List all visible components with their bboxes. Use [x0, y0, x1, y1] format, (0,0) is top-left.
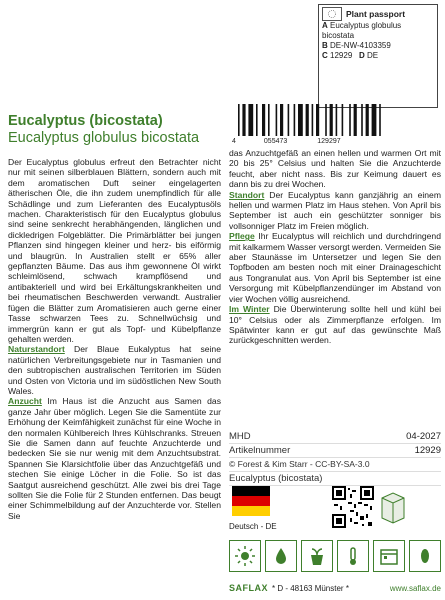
- barcode-digits-mid2: 129297: [317, 138, 341, 145]
- naturstandort-heading: Naturstandort: [8, 344, 65, 355]
- barcode-bar: [342, 104, 344, 136]
- page-subtitle-latin: Eucalyptus globulus bicostata: [8, 130, 200, 146]
- winter-heading: Im Winter: [229, 304, 270, 315]
- barcode-bar: [316, 104, 319, 136]
- barcode-bar: [268, 104, 270, 136]
- barcode-bar: [379, 104, 381, 136]
- care-icons-row: [229, 540, 441, 576]
- naturstandort-paragraph: Naturstandort Der Blaue Eukalyptus hat seine natürlichen Verbreitungsgebiete nur in Tasmanien und den subtropischen australischen Territorien im Süden und Osten von Victoria und im südöstlichen New South Wales.: [8, 344, 221, 396]
- barcode-bar: [354, 104, 357, 136]
- calendar-icon: [373, 540, 405, 572]
- mhd-row: MHD 04-2027: [229, 431, 441, 442]
- product-info: [229, 430, 441, 486]
- winter-paragraph: Im Winter Die Überwinterung sollte hell und kühl bei 10° Celsius oder als Zimmerpflanze erfolgen. Im Spätwinter kann er gut auf das gewünschte Maß zurückgeschnitten werden.: [229, 304, 442, 346]
- barcode-bar: [330, 104, 333, 136]
- barcode-bar: [372, 104, 377, 136]
- passport-heading: Plant passport: [346, 9, 406, 19]
- sun-icon: [229, 540, 261, 572]
- standort-heading: Standort: [229, 189, 265, 200]
- barcode-bar: [288, 104, 290, 136]
- eu-flag-icon: [322, 7, 342, 21]
- text-column-left: [8, 157, 221, 521]
- barcode-bar: [256, 104, 258, 136]
- barcode-bar: [325, 104, 327, 136]
- barcode-bar: [298, 104, 303, 136]
- pflege-paragraph: Pflege Ihr Eucalyptus will reichlich und durchdringend mit kalkarmem Wasser versorgt werden. Vermeiden Sie aber Staunässe im Untersetzer und legen Sie den Topfboden am besten noch mit einer Drainageschicht aus Tongranulat aus. Von April bis September ist eine Versorgung mit Kübelpflanzendünger im Abstand von vier Wochen völlig ausreichend.: [229, 231, 441, 304]
- intro-paragraph: Der Eucalyptus globulus erfreut den Betrachter nicht nur mit seinen silberblauen Blättern, sondern auch mit dem aromatischen Duft seiner eingelagerten ätherischen Öle, die ihn zudem unempfindlich für alle Schädlinge und zum Lieferanten des Eucalyptusöls machen. Charakteristisch für den Eucalyptus globulus sind seine senkrecht herabhängenden, länglichen und dickledrigen Folgeblätter. Die Primärblätter bei jungen Pflanzen sind hingegen kleiner und herz- bis eiförmig und blaugrün. In Australien stellt er 65% aller gepflanzten Bäume. Das aus ihm gewonnene Öl wirkt schleimlösend, schwach krampflösend und antibakteriell und wird bei Erkältungskrankheiten und bei rheumatischen Beschwerden verwandt. Australier fügen die Blätter zum Aromatisieren auch gerne einer Tasse schwarzen Tees zu. Schnellwüchsig und immergrün kann er gut als Topf- und Kübelpflanze gehalten werden.: [8, 157, 221, 344]
- footer-url[interactable]: www.saflax.de: [389, 583, 441, 593]
- anzucht-continued: das Anzuchtgefäß an einen hellen und warmen Ort mit 20 bis 25° Celsius und halten Sie die Anzuchterde feucht, aber nicht nass. Bis zur Keimung dauert es dann bis zu drei Wochen.: [229, 148, 441, 190]
- barcode-bar: [306, 104, 309, 136]
- watering-icon: [265, 540, 297, 572]
- pflege-heading: Pflege: [229, 231, 255, 242]
- passport-row-b: B DE-NW-4103359: [322, 41, 391, 50]
- qr-code-icon: [332, 486, 374, 528]
- plant-passport: [318, 4, 438, 108]
- barcode-bar: [238, 104, 240, 136]
- footer: [229, 583, 441, 593]
- product-name: Eucalyptus (bicostata): [229, 472, 441, 486]
- barcode: [232, 100, 444, 150]
- passport-row-cd: C 12929 D DE: [322, 51, 379, 60]
- barcode-digit-left: 4: [232, 138, 236, 145]
- anzucht-paragraph: Anzucht Im Haus ist die Anzucht aus Samen das ganze Jahr über möglich. Legen Sie die Samentüte zur Erhöhung der Keimfähigkeit zunächst für eine Woche in den normalen Kühlbereich Ihres Kühlschranks. Streuen Sie die Samen dann auf feuchte Anzuchterde und bedecken Sie sie nur wenig mit dem Anzuchtsubstrat. Spannen Sie Klarsichtfolie über das Anzuchtgefäß und stechen Sie einige Löcher in die Folie. So ist das Saatgut ausreichend geschützt. Alle zwei bis drei Tage sollten Sie die Folie für 2 Stunden entfernen. Das beugt einer Schimmelbildung auf der Anzuchterde vor. Stellen Sie: [8, 396, 221, 521]
- german-flag-icon: [232, 486, 270, 516]
- barcode-bar: [349, 104, 351, 136]
- footer-address: * D - 48163 Münster *: [272, 583, 349, 593]
- barcode-bar: [276, 104, 278, 136]
- language-label: Deutsch - DE: [229, 522, 277, 531]
- barcode-bar: [312, 104, 314, 136]
- barcode-bar: [280, 104, 283, 136]
- saflax-logo: SAFLAX: [229, 583, 268, 593]
- seed-packet-icon: [378, 490, 408, 524]
- passport-header: [322, 7, 434, 21]
- barcode-bar: [336, 104, 338, 136]
- photo-credit: © Forest & Kim Starr - CC-BY-SA-3.0: [229, 458, 441, 472]
- barcode-bar: [242, 104, 245, 136]
- thermometer-icon: [337, 540, 369, 572]
- barcode-bar: [366, 104, 369, 136]
- barcode-bar: [361, 104, 363, 136]
- seed-icon: [409, 540, 441, 572]
- page-title: Eucalyptus (bicostata): [8, 113, 163, 129]
- anzucht-heading: Anzucht: [8, 396, 42, 407]
- pot-icon: [301, 540, 333, 572]
- barcode-bar: [248, 104, 253, 136]
- article-number-row: Artikelnummer 12929: [229, 445, 441, 456]
- standort-paragraph: Standort Der Eucalyptus kann ganzjährig an einem hellen und warmen Platz im Haus stehen. Von April bis September ist auch ein geschützter sonniger bis vollsonniger Platz im Freien möglich.: [229, 189, 441, 231]
- text-column-right: [229, 148, 441, 346]
- barcode-bar: [294, 104, 296, 136]
- barcode-bar: [262, 104, 265, 136]
- barcode-digits-mid1: 055473: [263, 138, 288, 145]
- passport-row-a: A Eucalyptus globulus bicostata: [322, 21, 402, 40]
